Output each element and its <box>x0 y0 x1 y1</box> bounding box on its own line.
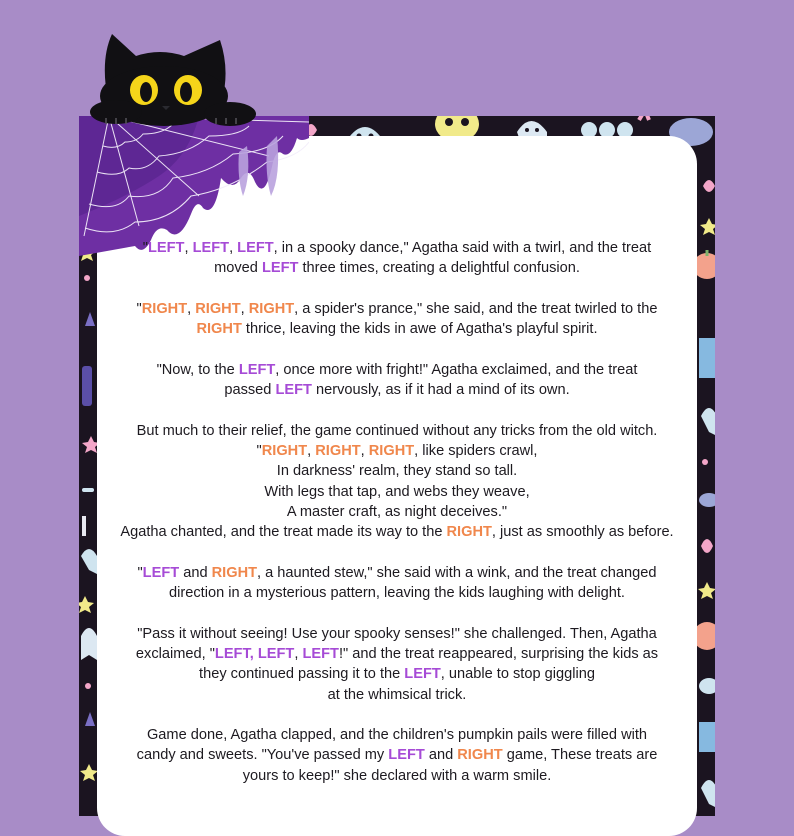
heart-icon <box>703 180 715 192</box>
left-keyword: LEFT <box>302 645 339 662</box>
bone-icon <box>82 488 94 492</box>
story-paragraph <box>97 624 697 705</box>
story-line <box>97 685 697 705</box>
story-text-segment: , unable to stop giggling <box>440 666 595 683</box>
right-keyword: RIGHT <box>315 442 361 459</box>
black-cat-peeking-icon <box>80 30 260 126</box>
heart-icon <box>701 539 713 553</box>
story-text-segment: they continued passing it to the <box>199 666 405 683</box>
story-text-segment: " <box>136 300 142 317</box>
story-paragraph <box>97 421 697 543</box>
right-keyword: RIGHT <box>248 300 295 317</box>
story-text-segment: , <box>187 300 196 317</box>
story-text-segment: passed <box>224 382 276 399</box>
left-keyword: LEFT <box>147 240 185 256</box>
story-text-segment: "Now, to the <box>156 361 239 378</box>
story-text-segment: and <box>424 747 458 764</box>
story-text-segment: and <box>179 564 212 581</box>
story-line <box>97 624 697 644</box>
story-line <box>97 745 697 765</box>
dot-icon <box>85 683 91 689</box>
story-line <box>97 360 697 380</box>
story-line <box>97 766 697 786</box>
story-text-segment: moved <box>214 260 262 277</box>
left-keyword: LEFT <box>275 382 312 399</box>
story-text-segment: But much to their relief, the game continued without any tricks from the old witch. <box>136 422 658 439</box>
story-line <box>97 482 697 502</box>
story-line <box>97 563 697 583</box>
story-text-segment: direction in a mysterious pattern, leaving the kids laughing with delight. <box>169 585 625 602</box>
right-keyword: RIGHT <box>195 300 241 317</box>
story-text-segment: " <box>137 564 143 581</box>
story-text-segment: , <box>184 240 193 256</box>
left-keyword: LEFT, LEFT <box>214 645 295 662</box>
story-text-segment: at the whimsical trick. <box>327 686 467 703</box>
dot-icon <box>702 459 708 465</box>
story-line <box>97 421 697 441</box>
right-keyword: RIGHT <box>196 321 242 338</box>
story-line <box>97 380 697 400</box>
story-text-segment: , <box>240 300 249 317</box>
story-text-segment: yours to keep!" she declared with a warm smile. <box>242 767 552 784</box>
story-line <box>97 238 697 258</box>
story-paragraph <box>97 360 697 401</box>
story-text-segment: !" and the treat reappeared, surprising the kids as <box>338 645 659 662</box>
dot-icon <box>84 275 90 281</box>
letter-icon <box>639 116 649 120</box>
story-paragraph <box>97 725 697 786</box>
story-text-segment: three times, creating a delightful confusion. <box>298 260 580 277</box>
story-text-segment: game, These treats are <box>502 747 658 764</box>
story-text-segment: , just as smoothly as before. <box>491 524 674 541</box>
story-text-segment: , <box>360 442 369 459</box>
right-keyword: RIGHT <box>446 524 492 541</box>
story-line <box>97 441 697 461</box>
story-text-segment: nervously, as if it had a mind of its own. <box>311 382 570 399</box>
story-line <box>97 644 697 664</box>
right-keyword: RIGHT <box>261 442 308 459</box>
story-paragraph <box>97 563 697 604</box>
left-keyword: LEFT <box>238 361 276 378</box>
potion-icon <box>699 722 715 752</box>
story-line <box>97 258 697 278</box>
story-text-segment: , <box>307 442 316 459</box>
story-text-segment: , once more with fright!" Agatha exclaimed, and the treat <box>275 361 638 378</box>
spiderweb-with-purple-slime-icon <box>79 116 309 256</box>
left-keyword: LEFT <box>261 260 299 277</box>
story-text-segment: , in a spooky dance," Agatha said with a twirl, and the treat <box>273 240 652 256</box>
witch-hat-icon <box>85 312 95 326</box>
left-keyword: LEFT <box>237 240 274 256</box>
story-text-segment: A master craft, as night deceives." <box>286 503 508 520</box>
star-icon <box>80 764 98 781</box>
story-line <box>97 583 697 603</box>
cauldron-icon <box>699 493 715 507</box>
star-icon <box>79 596 94 613</box>
story-text-segment: , a spider's prance," she said, and the treat twirled to the <box>294 300 658 317</box>
right-keyword: RIGHT <box>211 564 258 581</box>
candle-icon <box>82 366 92 406</box>
story-text-segment: Game done, Agatha clapped, and the children's pumpkin pails were filled with <box>146 727 648 744</box>
story-text-segment: " <box>142 240 148 256</box>
story-line <box>97 319 697 339</box>
witch-hat-icon <box>85 712 95 726</box>
ghost-icon <box>701 780 715 808</box>
story-line <box>97 725 697 745</box>
story-line <box>97 502 697 522</box>
story-line <box>97 299 697 319</box>
ghost-icon <box>701 408 715 436</box>
right-keyword: RIGHT <box>141 300 188 317</box>
left-keyword: LEFT <box>388 747 425 764</box>
story-text-segment: , <box>229 240 238 256</box>
story-line <box>97 461 697 481</box>
story-text-segment: , like spiders crawl, <box>414 442 538 459</box>
left-keyword: LEFT <box>142 564 180 581</box>
story-line <box>97 664 697 684</box>
ghost-icon <box>81 549 97 574</box>
dash-icon <box>82 516 86 536</box>
story-text-segment: thrice, leaving the kids in awe of Agatha's playful spirit. <box>241 321 598 338</box>
story-line <box>97 522 697 542</box>
star-icon <box>700 218 715 235</box>
story-paragraph <box>97 238 697 279</box>
left-keyword: LEFT <box>192 240 230 256</box>
story-text <box>97 238 697 806</box>
story-text-segment: exclaimed, " <box>135 645 215 662</box>
story-text-segment: , a haunted stew," she said with a wink, and the treat changed <box>257 564 657 581</box>
story-text-segment: "Pass it without seeing! Use your spooky senses!" she challenged. Then, Agatha <box>137 625 657 642</box>
story-text-segment: , <box>294 645 303 662</box>
story-text-segment: candy and sweets. "You've passed my <box>136 747 389 764</box>
potion-icon <box>699 338 715 378</box>
right-keyword: RIGHT <box>457 747 503 764</box>
story-text-segment: " <box>256 442 262 459</box>
story-paragraph <box>97 299 697 340</box>
story-text-segment: Agatha chanted, and the treat made its way to the <box>120 524 447 541</box>
ghost-icon <box>81 628 97 660</box>
ghost-icon <box>699 678 715 694</box>
story-text-segment: In darkness' realm, they stand so tall. <box>276 463 518 480</box>
left-keyword: LEFT <box>404 666 441 683</box>
star-icon <box>698 582 715 599</box>
story-text-segment: With legs that tap, and webs they weave, <box>264 483 530 500</box>
right-keyword: RIGHT <box>368 442 415 459</box>
